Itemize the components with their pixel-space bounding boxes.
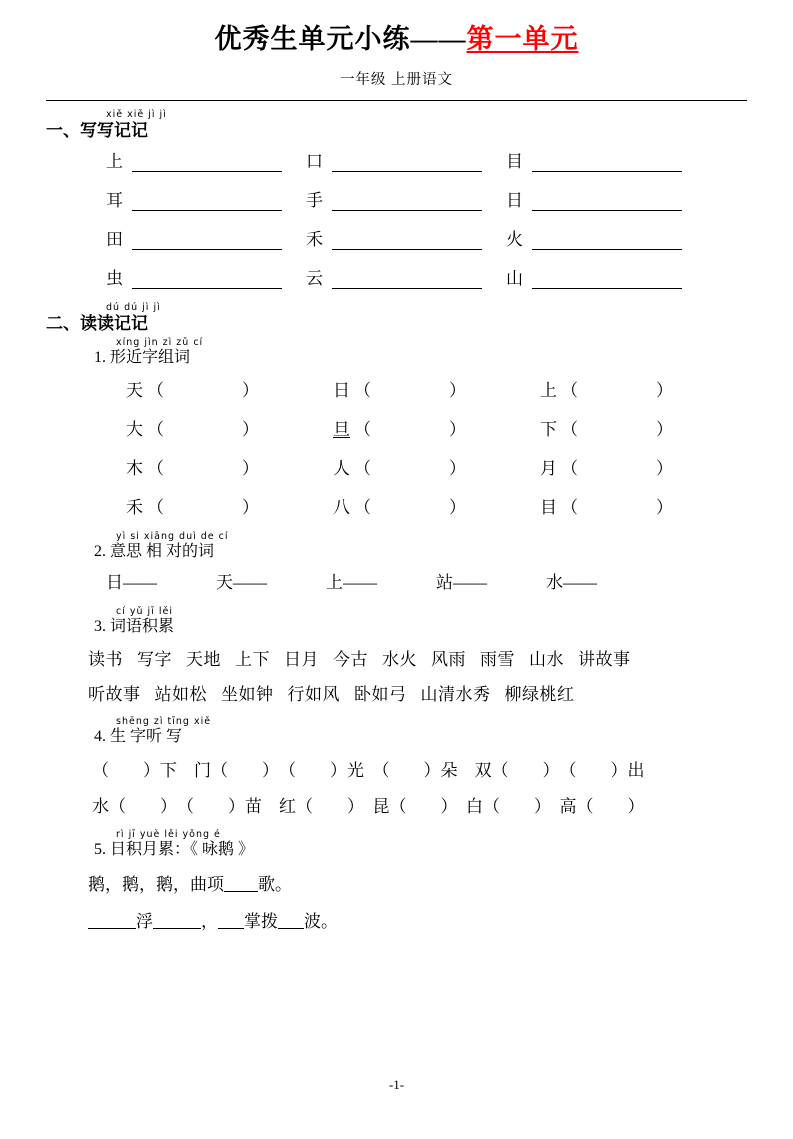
homophone-char: 日: [333, 381, 350, 400]
sub4-heading: 4. 生 字听 写: [94, 728, 183, 745]
homophone-char: 木: [126, 459, 143, 478]
opposite-word-item[interactable]: 日——: [106, 573, 157, 592]
opposite-word-item[interactable]: 天——: [216, 573, 267, 592]
write-row: [106, 147, 747, 172]
write-char: 目: [506, 152, 523, 171]
write-blank-line[interactable]: [332, 193, 482, 211]
poem-line-1: [46, 870, 747, 895]
section-one: [46, 110, 747, 289]
header-divider: [46, 100, 747, 101]
write-blank-line[interactable]: [532, 271, 682, 289]
write-cell: [306, 264, 506, 289]
poem-text: 浮: [136, 912, 153, 931]
write-blank-line[interactable]: [132, 232, 282, 250]
page-subtitle: 一年级 上册语文: [339, 72, 454, 88]
sub3-pinyin: cí yǔ jī lěi: [116, 606, 173, 617]
write-blank-line[interactable]: [332, 232, 482, 250]
poem-text: 鹅，鹅，鹅，曲项: [88, 875, 224, 894]
write-row: [106, 225, 747, 250]
vocabulary-word: 读书: [88, 650, 123, 669]
section-two-pinyin: dú dú jì jì: [106, 302, 161, 313]
write-char: 田: [106, 230, 123, 249]
vocabulary-word: 风雨: [431, 650, 466, 669]
homophone-cell: 天 （ ）: [126, 381, 259, 400]
write-blank-line[interactable]: [532, 193, 682, 211]
write-row: [106, 186, 747, 211]
write-char: 云: [306, 269, 323, 288]
opposite-word-row: [46, 568, 747, 593]
write-cell: [506, 225, 706, 250]
vocabulary-word: 听故事: [88, 685, 141, 704]
write-blank-line[interactable]: [532, 232, 682, 250]
write-row: [106, 264, 747, 289]
homophone-cell: 木 （ ）: [126, 459, 259, 478]
vocabulary-word: 写字: [137, 650, 172, 669]
vocabulary-word: 水火: [382, 650, 417, 669]
poem-blank[interactable]: [88, 912, 136, 929]
sub5-pinyin: rì jī yuè lěi yǒng é: [116, 829, 221, 840]
write-cell: [106, 147, 306, 172]
write-cell: [106, 264, 306, 289]
poem-blank[interactable]: [218, 912, 244, 929]
poem-text: ，: [201, 912, 218, 931]
vocabulary-word: 站如松: [154, 685, 207, 704]
homophone-char: 天: [126, 381, 143, 400]
write-cell: [306, 186, 506, 211]
write-blank-line[interactable]: [332, 271, 482, 289]
homophone-cell: 八 （ ）: [333, 498, 466, 517]
write-char: 火: [506, 230, 523, 249]
poem-text: 波。: [304, 912, 338, 931]
write-char: 日: [506, 191, 523, 210]
sub3-heading: 3. 词语积累: [94, 618, 175, 635]
poem-text: 歌。: [258, 875, 292, 894]
vocabulary-word: 讲故事: [578, 650, 631, 669]
write-cell: [306, 147, 506, 172]
poem-blank[interactable]: [224, 875, 258, 892]
homophone-cell: 大 （ ）: [126, 420, 259, 439]
page-footer: -1-: [388, 1077, 405, 1092]
page-title: [46, 17, 747, 56]
homophone-char: 大: [126, 420, 143, 439]
homophone-cell: 目 （ ）: [540, 498, 673, 517]
vocabulary-word: 山水: [529, 650, 564, 669]
write-grid: [46, 147, 747, 289]
vocabulary-word: 柳绿桃红: [504, 685, 575, 704]
homophone-char: 月: [540, 459, 557, 478]
vocabulary-line-2: [46, 680, 747, 705]
write-blank-line[interactable]: [532, 154, 682, 172]
opposite-word-item[interactable]: 站——: [436, 573, 487, 592]
write-char: 山: [506, 269, 523, 288]
homophone-cell: 月 （ ）: [540, 459, 673, 478]
sub4-pinyin: shēng zì tīng xiě: [116, 716, 212, 727]
homophone-char: 目: [540, 498, 557, 517]
section-two-heading: 二、读读记记: [46, 314, 148, 333]
write-cell: [506, 264, 706, 289]
homophone-grid: [46, 376, 747, 518]
vocabulary-word: 今古: [333, 650, 368, 669]
vocabulary-word: 坐如钟: [221, 685, 274, 704]
homophone-row: [126, 493, 747, 518]
homophone-cell: 下 （ ）: [540, 420, 673, 439]
homophone-row: [126, 454, 747, 479]
opposite-word-item[interactable]: 水——: [546, 573, 597, 592]
homophone-cell: 上 （ ）: [540, 381, 673, 400]
homophone-char: 八: [333, 498, 350, 517]
write-blank-line[interactable]: [132, 154, 282, 172]
homophone-char: 下: [540, 420, 557, 439]
title-main-text: 优秀生单元小练——: [214, 24, 467, 54]
write-blank-line[interactable]: [132, 271, 282, 289]
homophone-char: 禾: [126, 498, 143, 517]
write-char: 耳: [106, 191, 123, 210]
section-one-heading: 一、写写记记: [46, 121, 148, 140]
write-char: 手: [306, 191, 323, 210]
sub2-heading: 2. 意思 相 对的词: [94, 543, 215, 560]
sub1-pinyin: xíng jìn zì zǔ cí: [116, 337, 204, 348]
write-cell: [106, 186, 306, 211]
write-blank-line[interactable]: [132, 193, 282, 211]
write-cell: [306, 225, 506, 250]
homophone-cell: 旦 （ ）: [333, 420, 466, 439]
section-one-pinyin: xiě xiě jì jì: [106, 109, 167, 120]
sub1-heading: 1. 形近字组词: [94, 349, 191, 366]
write-char: 虫: [106, 269, 123, 288]
write-char: 禾: [306, 230, 323, 249]
poem-blank[interactable]: [278, 912, 304, 929]
vocabulary-word: 天地: [186, 650, 221, 669]
vocabulary-word: 上下: [235, 650, 270, 669]
poem-blank[interactable]: [153, 912, 201, 929]
write-char: 上: [106, 152, 123, 171]
worksheet-page: [0, 17, 793, 1139]
homophone-cell: 人 （ ）: [333, 459, 466, 478]
title-unit-text: 第一单元: [466, 24, 579, 54]
vocabulary-word: 山清水秀: [420, 685, 491, 704]
vocabulary-word: 日月: [284, 650, 319, 669]
homophone-cell: 禾 （ ）: [126, 498, 259, 517]
sub5-heading: 5. 日积月累：《 咏鹅 》: [94, 841, 255, 858]
dictation-line-2[interactable]: 水（ ） （ ）苗 红（ ） 昆（ ） 白（ ） 高（ ）: [92, 797, 645, 816]
homophone-row: [126, 415, 747, 440]
opposite-word-item[interactable]: 上——: [326, 573, 377, 592]
write-cell: [506, 186, 706, 211]
write-blank-line[interactable]: [332, 154, 482, 172]
write-char: 口: [306, 152, 323, 171]
vocabulary-word: 行如风: [287, 685, 340, 704]
vocabulary-word: 雨雪: [480, 650, 515, 669]
section-two: [46, 303, 747, 932]
homophone-char: 人: [333, 459, 350, 478]
homophone-row: [126, 376, 747, 401]
write-cell: [106, 225, 306, 250]
poem-text: 掌拨: [244, 912, 278, 931]
dictation-line-1[interactable]: （ ）下 门（ ） （ ）光 （ ）朵 双（ ） （ ）出: [92, 761, 645, 780]
vocabulary-word: 卧如弓: [354, 685, 407, 704]
vocabulary-line-1: [46, 645, 747, 670]
write-cell: [506, 147, 706, 172]
sub2-pinyin: yì si xiāng duì de cí: [116, 531, 229, 542]
homophone-char: 旦: [333, 420, 350, 439]
poem-line-2: [46, 907, 747, 932]
homophone-cell: 日 （ ）: [333, 381, 466, 400]
homophone-char: 上: [540, 381, 557, 400]
